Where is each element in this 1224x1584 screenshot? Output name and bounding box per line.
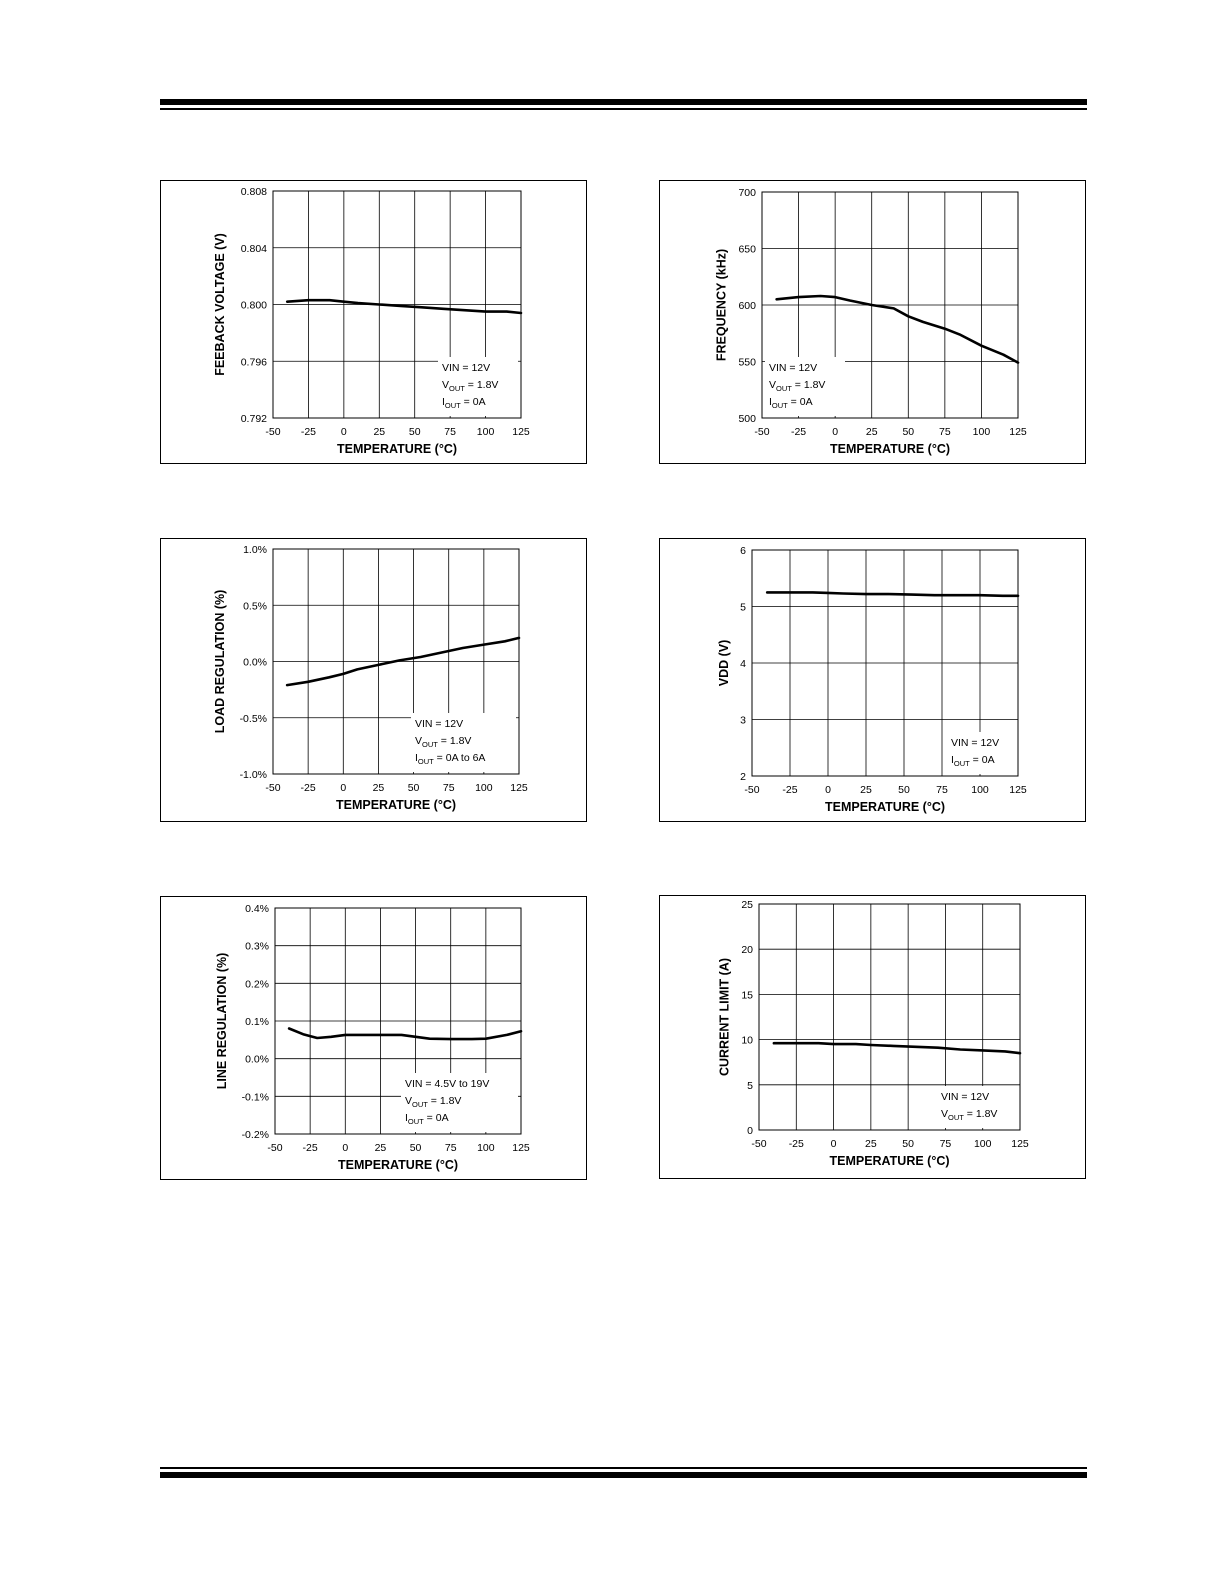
x-tick-label: 100	[475, 782, 493, 794]
x-tick-label: 25	[860, 784, 872, 796]
x-axis-title: TEMPERATURE (°C)	[336, 442, 458, 456]
x-tick-label: -50	[267, 1142, 283, 1154]
bottom-rule-thin	[160, 1472, 1087, 1478]
current-limit-svg	[660, 896, 1087, 1180]
x-tick-label: 125	[1011, 1138, 1029, 1150]
bottom-rule-thick	[160, 1467, 1087, 1469]
x-tick-label: 125	[512, 426, 530, 438]
y-axis-title: LOAD REGULATION (%)	[213, 589, 227, 734]
condition-label: VIN = 12V	[941, 1091, 990, 1103]
condition-label: $I_{OUT} = 0A$	[442, 396, 486, 410]
x-tick-label: 50	[898, 784, 910, 796]
y-tick-label: 15	[741, 989, 753, 1002]
x-tick-label: 75	[936, 784, 948, 796]
load-regulation-chart	[160, 538, 587, 822]
frequency-chart	[659, 180, 1086, 464]
x-tick-label: -50	[265, 426, 281, 438]
condition-label: VIN = 12V	[415, 718, 464, 730]
x-tick-label: -25	[782, 784, 798, 796]
y-tick-label: -0.5%	[239, 712, 267, 725]
vdd-chart	[659, 538, 1086, 822]
x-tick-label: 25	[865, 426, 878, 438]
y-tick-label: -1.0%	[239, 769, 267, 781]
x-tick-label: -50	[751, 1138, 767, 1150]
y-tick-label: 0.792	[240, 413, 267, 425]
x-tick-label: -25	[300, 426, 317, 438]
y-tick-label: 0.796	[240, 356, 267, 369]
y-tick-label: 700	[738, 187, 756, 199]
y-tick-label: 0.0%	[245, 1053, 269, 1066]
condition-label: VIN = 12V	[769, 362, 818, 374]
y-tick-label: 3	[740, 714, 746, 727]
x-tick-label: 125	[510, 782, 528, 794]
y-tick-label: 0.2%	[245, 978, 269, 991]
top-rule-thick	[160, 99, 1087, 105]
y-tick-label: 2	[740, 771, 746, 783]
line-regulation-chart	[160, 896, 587, 1180]
y-tick-label: 0.5%	[243, 600, 267, 613]
x-tick-label: 50	[902, 426, 915, 438]
x-tick-label: 125	[1009, 784, 1027, 796]
y-tick-label: 0.1%	[245, 1016, 269, 1028]
condition-label: $I_{OUT} = 0A$	[769, 396, 813, 410]
x-tick-label: 100	[476, 426, 495, 438]
y-tick-label: 0	[747, 1125, 753, 1137]
condition-label: $I_{OUT} = 0A$ to 6A	[415, 752, 486, 766]
x-tick-label: 75	[444, 426, 456, 438]
y-tick-label: 25	[741, 899, 753, 911]
load-regulation-svg	[161, 539, 588, 823]
y-tick-label: 500	[738, 413, 756, 425]
x-tick-label: -25	[790, 426, 807, 438]
feedback-voltage-chart	[160, 180, 587, 464]
y-tick-label: 6	[740, 545, 746, 557]
y-tick-label: 0.800	[240, 299, 267, 312]
x-tick-label: 25	[373, 426, 386, 438]
x-tick-label: 0	[340, 426, 347, 438]
y-tick-label: 0.4%	[245, 903, 269, 915]
y-tick-label: 0.804	[240, 242, 267, 255]
y-tick-label: 0.808	[240, 186, 267, 198]
y-axis-title: FREQUENCY (kHz)	[714, 248, 729, 362]
x-tick-label: 100	[972, 426, 991, 438]
vdd-svg	[660, 539, 1087, 823]
x-tick-label: 75	[442, 782, 455, 794]
condition-label: $V_{OUT} = 1.8V$	[405, 1095, 462, 1109]
x-tick-label: 50	[409, 1142, 422, 1154]
x-tick-label: 50	[407, 782, 420, 794]
condition-label: VIN = 12V	[951, 737, 1000, 749]
feedback-voltage-svg	[161, 181, 588, 465]
y-tick-label: 10	[741, 1034, 753, 1047]
current-limit-chart	[659, 895, 1086, 1179]
x-tick-label: 0	[342, 1142, 349, 1154]
x-tick-label: 25	[865, 1138, 877, 1150]
y-axis-title: CURRENT LIMIT (A)	[717, 957, 732, 1077]
y-tick-label: -0.2%	[241, 1129, 269, 1141]
line-regulation-svg	[161, 897, 588, 1181]
condition-label: VIN = 4.5V to 19V	[405, 1078, 490, 1090]
frequency-svg	[660, 181, 1087, 465]
x-tick-label: 25	[374, 1142, 387, 1154]
top-rule-thin	[160, 108, 1087, 110]
x-tick-label: 100	[971, 784, 989, 796]
y-tick-label: 1.0%	[243, 544, 267, 556]
y-tick-label: 600	[738, 300, 756, 312]
x-axis-title: TEMPERATURE (°C)	[337, 1158, 459, 1172]
y-tick-label: 4	[740, 658, 746, 670]
x-tick-label: 50	[902, 1138, 914, 1150]
x-tick-label: 50	[408, 426, 421, 438]
condition-label: $V_{OUT} = 1.8V$	[442, 379, 499, 393]
y-tick-label: 650	[738, 243, 756, 256]
y-axis-title: VDD (V)	[716, 639, 731, 687]
x-tick-label: 0	[832, 426, 839, 438]
x-tick-label: -25	[302, 1142, 318, 1154]
x-tick-label: -50	[265, 782, 281, 794]
x-tick-label: -50	[744, 784, 760, 796]
x-tick-label: 125	[1009, 426, 1027, 438]
condition-label: VIN = 12V	[442, 362, 491, 374]
x-axis-title: TEMPERATURE (°C)	[829, 1154, 950, 1168]
x-tick-label: 0	[825, 784, 831, 796]
x-tick-label: 75	[939, 1138, 952, 1150]
x-axis-title: TEMPERATURE (°C)	[829, 442, 951, 456]
x-tick-label: 125	[512, 1142, 530, 1154]
x-tick-label: -25	[300, 782, 316, 794]
y-tick-label: 5	[740, 601, 746, 614]
condition-label: $I_{OUT} = 0A$	[405, 1112, 449, 1126]
y-tick-label: 20	[741, 944, 753, 957]
y-tick-label: 550	[738, 356, 756, 369]
y-axis-title: FEEBACK VOLTAGE (V)	[213, 233, 227, 376]
condition-label: $V_{OUT} = 1.8V$	[769, 379, 826, 393]
x-tick-label: 25	[372, 782, 385, 794]
y-tick-label: -0.1%	[241, 1091, 269, 1104]
x-tick-label: 75	[939, 426, 951, 438]
x-tick-label: 75	[444, 1142, 457, 1154]
x-tick-label: -25	[788, 1138, 804, 1150]
x-tick-label: 0	[340, 782, 347, 794]
y-tick-label: 0.0%	[243, 656, 267, 669]
x-tick-label: 0	[830, 1138, 837, 1150]
condition-label: $I_{OUT} = 0A$	[951, 754, 995, 768]
y-tick-label: 0.3%	[245, 940, 269, 953]
x-axis-title: TEMPERATURE (°C)	[335, 798, 457, 812]
y-tick-label: 5	[747, 1079, 753, 1092]
condition-label: $V_{OUT} = 1.8V$	[941, 1108, 998, 1122]
condition-label: $V_{OUT} = 1.8V$	[415, 735, 472, 749]
x-tick-label: 100	[477, 1142, 495, 1154]
x-tick-label: 100	[973, 1138, 992, 1150]
y-axis-title: LINE REGULATION (%)	[215, 952, 229, 1090]
x-tick-label: -50	[754, 426, 770, 438]
x-axis-title: TEMPERATURE (°C)	[824, 800, 946, 814]
